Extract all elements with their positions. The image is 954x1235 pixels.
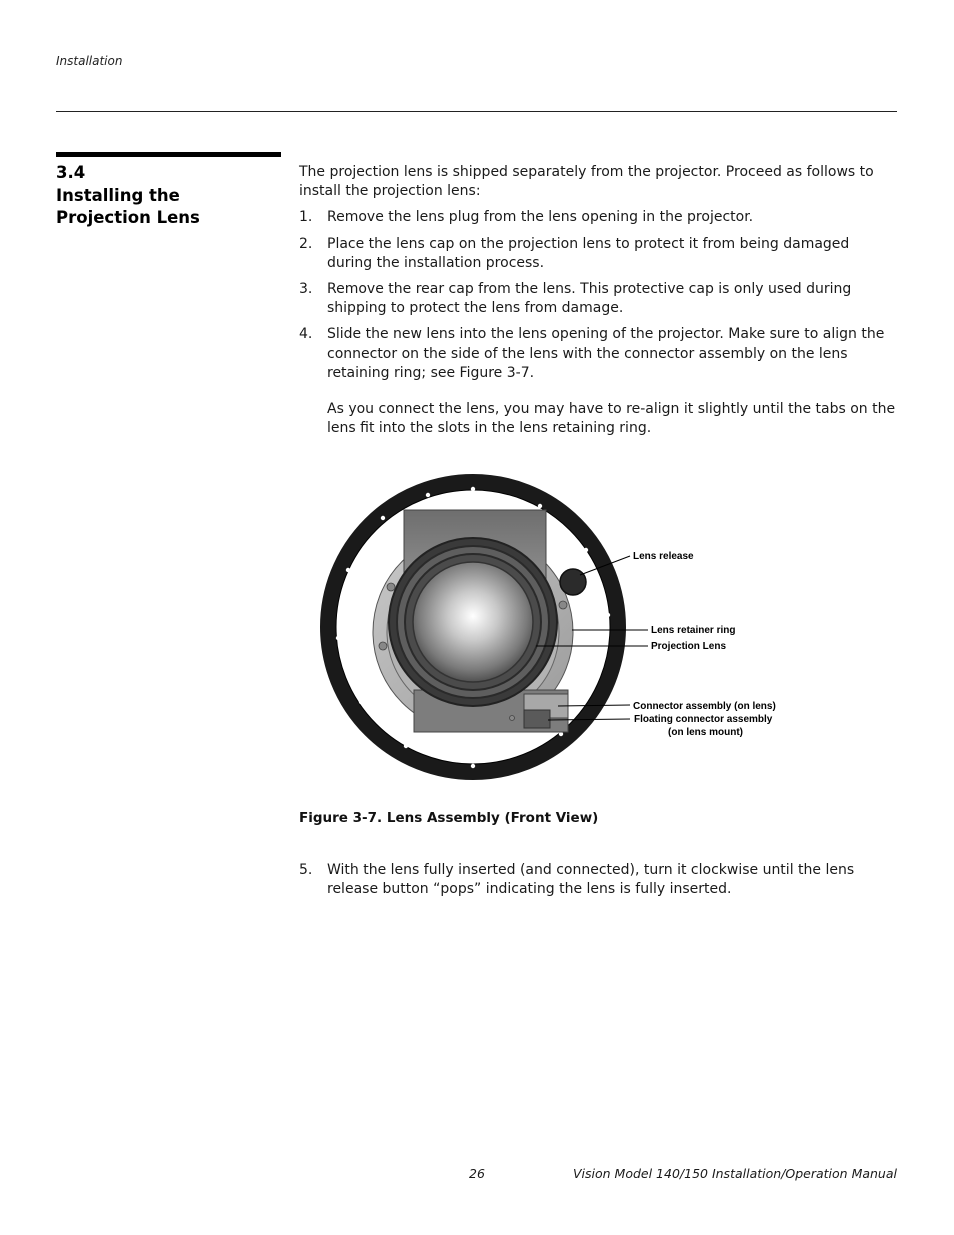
label-connector-assembly: Connector assembly (on lens) — [633, 701, 776, 712]
step-number: 5. — [299, 862, 313, 878]
lens-assembly-illustration — [318, 470, 798, 790]
step-4 — [299, 325, 897, 438]
projection-lens-glass — [413, 562, 533, 682]
floating-connector — [524, 710, 550, 728]
step-number: 2. — [299, 235, 313, 252]
step-text: Slide the new lens into the lens opening of the projector. Make sure to align the connector on the side of the lens with the connector assembly on the lens retaining ring; see Figure 3-7. — [327, 326, 885, 381]
body-text — [299, 163, 897, 445]
section-bar — [56, 152, 281, 157]
section-number: 3.4 — [56, 163, 86, 182]
figure-caption: Figure 3-7. Lens Assembly (Front View) — [299, 810, 599, 826]
label-projection-lens: Projection Lens — [651, 641, 727, 652]
lens-release-button — [560, 569, 586, 595]
label-lens-release: Lens release — [633, 551, 694, 562]
step-2 — [299, 235, 897, 273]
label-lens-retainer-ring: Lens retainer ring — [651, 625, 736, 636]
running-header: Installation — [56, 54, 123, 68]
step-text: Place the lens cap on the projection lens to protect it from being damaged during the installation process. — [327, 235, 850, 271]
intro-paragraph: The projection lens is shipped separately from the projector. Proceed as follows to install the projection lens: — [299, 164, 874, 200]
step-number: 4. — [299, 326, 313, 343]
page-number: 26 — [469, 1166, 485, 1181]
header-rule — [56, 111, 897, 112]
lens-assembly-figure — [318, 470, 798, 790]
step-number: 1. — [299, 209, 313, 226]
label-floating-connector-2: (on lens mount) — [668, 727, 743, 738]
step-5 — [299, 847, 897, 913]
step-1 — [299, 208, 897, 227]
step-text: Remove the rear cap from the lens. This protective cap is only used during shipping to protect the lens from damage. — [327, 281, 852, 317]
step-3 — [299, 280, 897, 318]
step-text: With the lens fully inserted (and connected), turn it clockwise until the lens release button “pops” indicating the lens is fully inserted. — [327, 862, 855, 898]
footer-doc-title: Vision Model 140/150 Installation/Operation Manual — [572, 1166, 897, 1181]
label-floating-connector-1: Floating connector assembly — [634, 714, 773, 725]
step-continuation: As you connect the lens, you may have to re-align it slightly until the tabs on the lens fit into the slots in the lens retaining ring. — [327, 401, 896, 437]
step-text: Remove the lens plug from the lens opening in the projector. — [327, 209, 754, 226]
section-title: Installing the Projection Lens — [56, 186, 200, 227]
step-number: 3. — [299, 281, 313, 298]
